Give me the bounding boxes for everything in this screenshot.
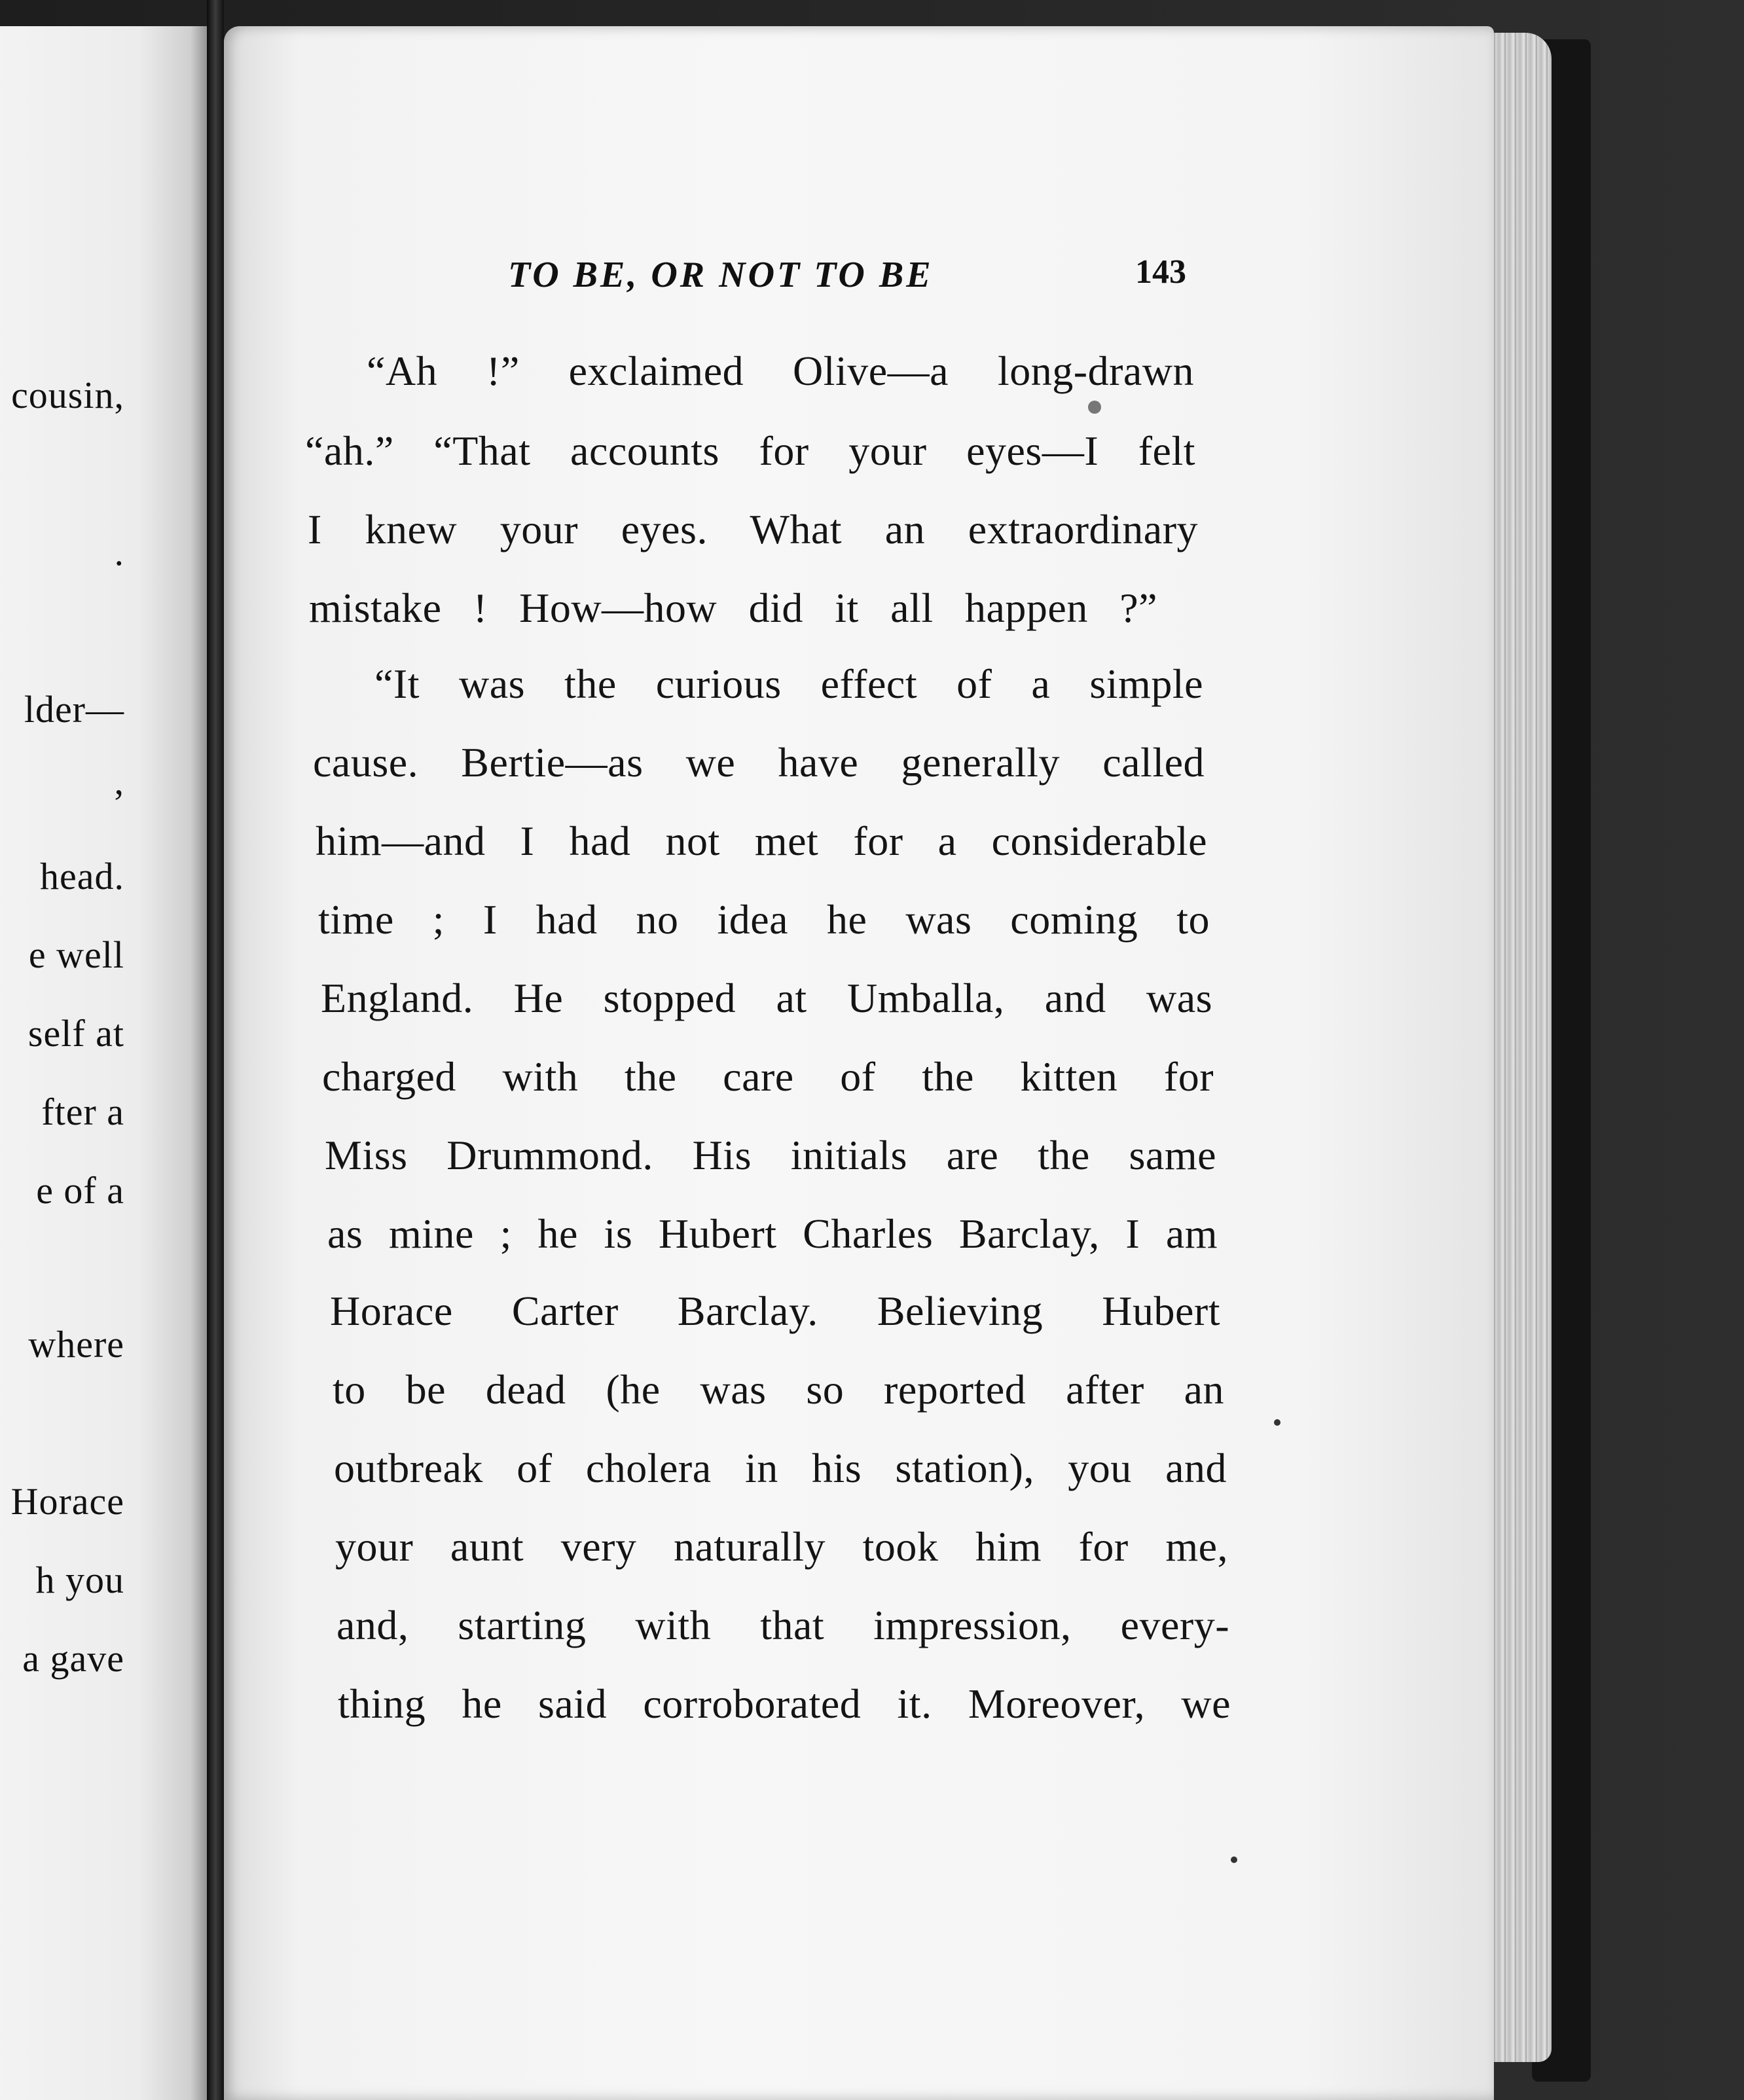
left-fragment: a gave xyxy=(22,1637,124,1680)
text-line: England. He stopped at Umballa, and was xyxy=(321,975,1212,1021)
text-line: charged with the care of the kitten for xyxy=(322,1053,1214,1100)
text-line: to be dead (he was so reported after an xyxy=(333,1366,1224,1413)
paper-speck xyxy=(1274,1419,1281,1426)
left-fragment: h you xyxy=(35,1559,124,1601)
left-fragment: Horace xyxy=(10,1480,124,1523)
book-gutter xyxy=(207,0,224,2100)
text-line: as mine ; he is Hubert Charles Barclay, I am xyxy=(327,1210,1218,1257)
left-fragment: head. xyxy=(40,855,124,897)
paper-speck xyxy=(1088,401,1101,414)
text-line: Miss Drummond. His initials are the same xyxy=(325,1132,1216,1178)
left-fragment: e of a xyxy=(36,1169,124,1212)
text-line: I knew your eyes. What an extraordinary xyxy=(308,506,1198,552)
text-line: and, starting with that impression, every- xyxy=(336,1602,1229,1648)
text-line: outbreak of cholera in his station), you and xyxy=(334,1445,1227,1491)
text-line: “It was the curious effect of a simple xyxy=(374,661,1203,707)
page-number: 143 xyxy=(1135,253,1186,291)
paper-speck xyxy=(1231,1856,1237,1863)
left-fragment: self at xyxy=(27,1012,124,1055)
text-line: thing he said corroborated it. Moreover, we xyxy=(338,1680,1231,1727)
left-fragment: . xyxy=(114,531,124,573)
left-fragment: , xyxy=(114,760,124,803)
text-line: cause. Bertie—as we have generally called xyxy=(313,739,1205,786)
left-fragment: e well xyxy=(28,933,124,976)
text-line: mistake ! How—how did it all happen ?” xyxy=(309,585,1157,631)
text-line: “ah.” “That accounts for your eyes—I felt xyxy=(305,427,1195,474)
left-fragment: lder— xyxy=(24,688,124,731)
text-line: your aunt very naturally took him for me, xyxy=(335,1523,1228,1570)
left-fragment: fter a xyxy=(41,1091,124,1133)
left-page xyxy=(0,26,213,2100)
left-fragment: cousin, xyxy=(11,374,124,416)
text-line: Horace Carter Barclay. Believing Hubert xyxy=(330,1288,1220,1334)
text-line: him—and I had not met for a considerable xyxy=(316,818,1207,864)
text-line: “Ah !” exclaimed Olive—a long-drawn xyxy=(367,348,1194,394)
running-head: TO BE, OR NOT TO BE xyxy=(508,255,934,295)
text-line: time ; I had no idea he was coming to xyxy=(318,896,1210,943)
left-fragment: where xyxy=(28,1323,124,1366)
